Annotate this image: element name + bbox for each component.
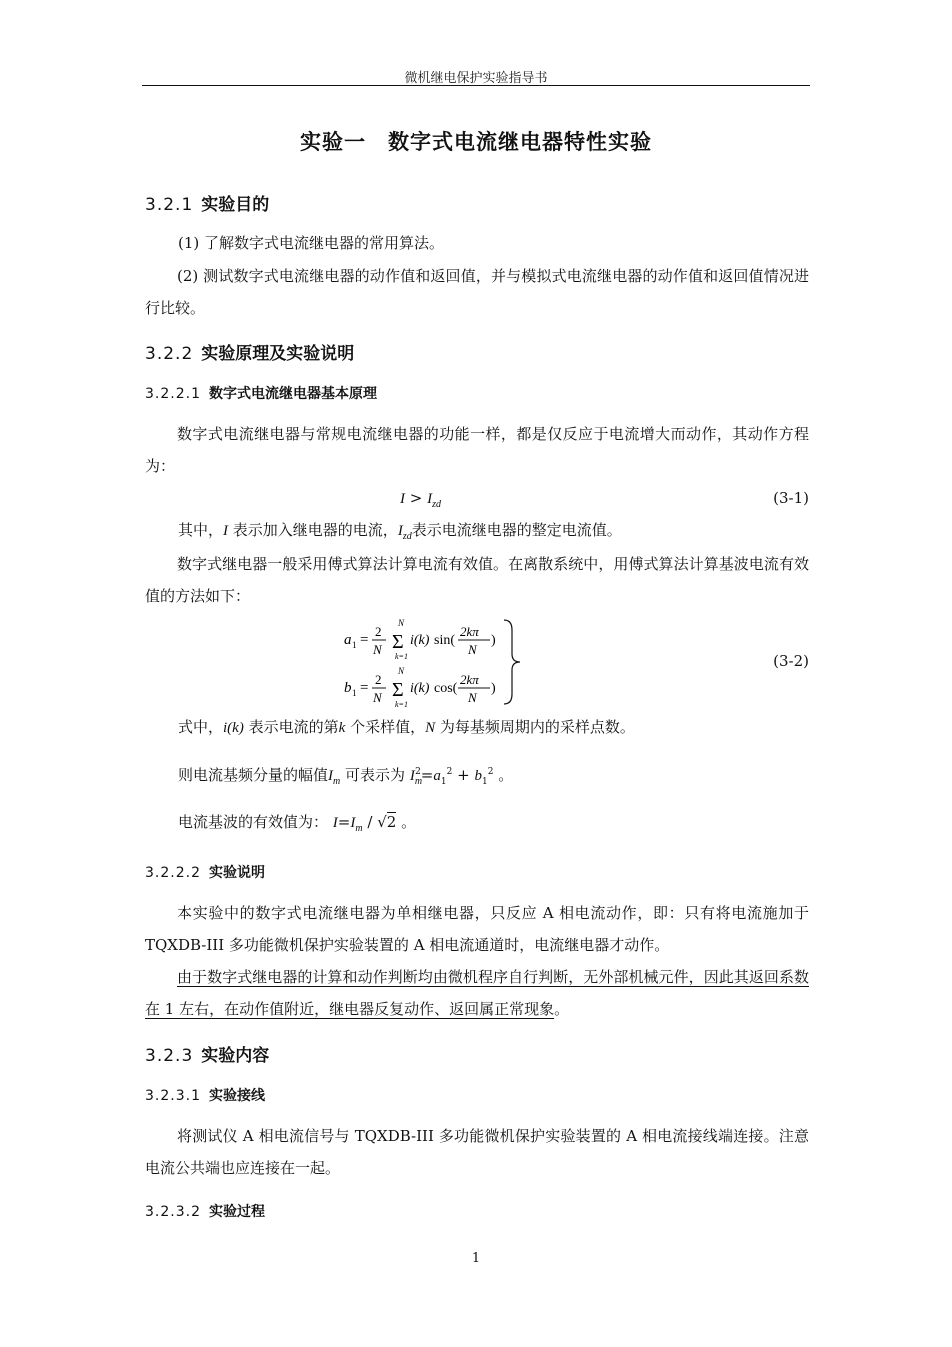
svg-text:k=1: k=1 [395,652,408,661]
experiment-description-paragraph: 本实验中的数字式电流继电器为单相继电器，只反应 A 相电流动作，即：只有将电流施加于 TQXDB-III 多功能微机保护实验装置的 A 相电流通道时，电流继电器才动作。 [145,904,809,954]
title-part1: 实验一 [300,130,366,154]
svg-text:N: N [398,618,405,628]
subsection-heading-3-2-2-2: 3.2.2.2 实验说明 [145,865,265,881]
svg-text:k=1: k=1 [395,700,408,709]
equation-number-3-2: (3-2) [773,652,809,670]
svg-text:N: N [468,690,477,705]
svg-text:cos(: cos( [434,681,458,696]
equation-number-3-1: (3-1) [773,489,809,507]
svg-text:Σ: Σ [392,679,404,701]
subsection-heading-3-2-3-1: 3.2.3.1 实验接线 [145,1088,265,1104]
subsection-heading-3-2-3-2: 3.2.3.2 实验过程 [145,1204,265,1220]
section-heading-3-2-3: 3.2.3 实验内容 [145,1046,270,1066]
objective-item-2: (2) 测试数字式电流继电器的动作值和返回值，并与模拟式电流继电器的动作值和返回值情况进行比较。 [145,267,809,317]
rms-value-line: 电流基波的有效值为： $I=I_m / √2$ 。 [178,813,417,834]
variable-definition-line: 其中，I 表示加入继电器的电流，$I_{zd}$表示电流继电器的整定电流值。 [178,521,622,542]
svg-text:2: 2 [375,672,382,687]
svg-text:Σ: Σ [392,631,404,653]
svg-text:2kπ: 2kπ [460,624,479,639]
amplitude-line: 则电流基频分量的幅值$I_m$ 可表示为 $I_m^2=a_1^2 + b_1^2$ 。 [178,766,514,787]
sample-definition-line: 式中，i(k) 表示电流的第k 个采样值，N 为每基频周期内的采样点数。 [178,718,635,736]
page-title [142,126,810,156]
wiring-paragraph: 将测试仪 A 相电流信号与 TQXDB-III 多功能微机保护实验装置的 A 相电流接线端连接。注意电流公共端也应连接在一起。 [145,1127,809,1177]
svg-text:1: 1 [352,640,357,650]
svg-text:1: 1 [352,688,357,698]
equation-3-1: $I > I_{zd}$ [400,489,442,510]
svg-text:=: = [360,632,369,648]
title-part2: 数字式电流继电器特性实验 [388,130,652,154]
objective-item-1: (1) 了解数字式电流继电器的常用算法。 [178,234,445,252]
svg-text:N: N [468,642,477,657]
fourier-algorithm-paragraph: 数字式继电器一般采用傅式算法计算电流有效值。在离散系统中，用傅式算法计算基波电流有效值的方法如下： [145,555,809,605]
svg-text:a: a [344,632,352,648]
subsection-heading-3-2-2-1: 3.2.2.1 数字式电流继电器基本原理 [145,386,377,402]
svg-text:): ) [491,633,496,648]
svg-text:i(k): i(k) [410,633,430,648]
section-heading-3-2-1: 3.2.1 实验目的 [145,195,270,215]
header-rule [142,85,810,86]
underlined-note-paragraph: 由于数字式继电器的计算和动作判断均由微机程序自行判断，无外部机械元件，因此其返回系数在 1 左右，在动作值附近，继电器反复动作、返回属正常现象。 [145,968,809,1018]
svg-text:N: N [398,666,405,676]
equation-3-2 [340,612,530,712]
svg-text:b: b [344,680,352,696]
svg-text:=: = [360,680,369,696]
running-header: 微机继电保护实验指导书 [404,71,548,86]
principle-paragraph: 数字式电流继电器与常规电流继电器的功能一样，都是仅反应于电流增大而动作，其动作方程为： [145,425,809,475]
page-number: 1 [471,1251,481,1266]
svg-text:2: 2 [375,624,382,639]
svg-text:i(k): i(k) [410,681,430,696]
section-heading-3-2-2: 3.2.2 实验原理及实验说明 [145,344,355,364]
svg-text:sin(: sin( [434,633,455,648]
svg-text:2kπ: 2kπ [460,672,479,687]
svg-text:N: N [373,642,382,657]
svg-text:): ) [491,681,496,696]
svg-text:N: N [373,690,382,705]
